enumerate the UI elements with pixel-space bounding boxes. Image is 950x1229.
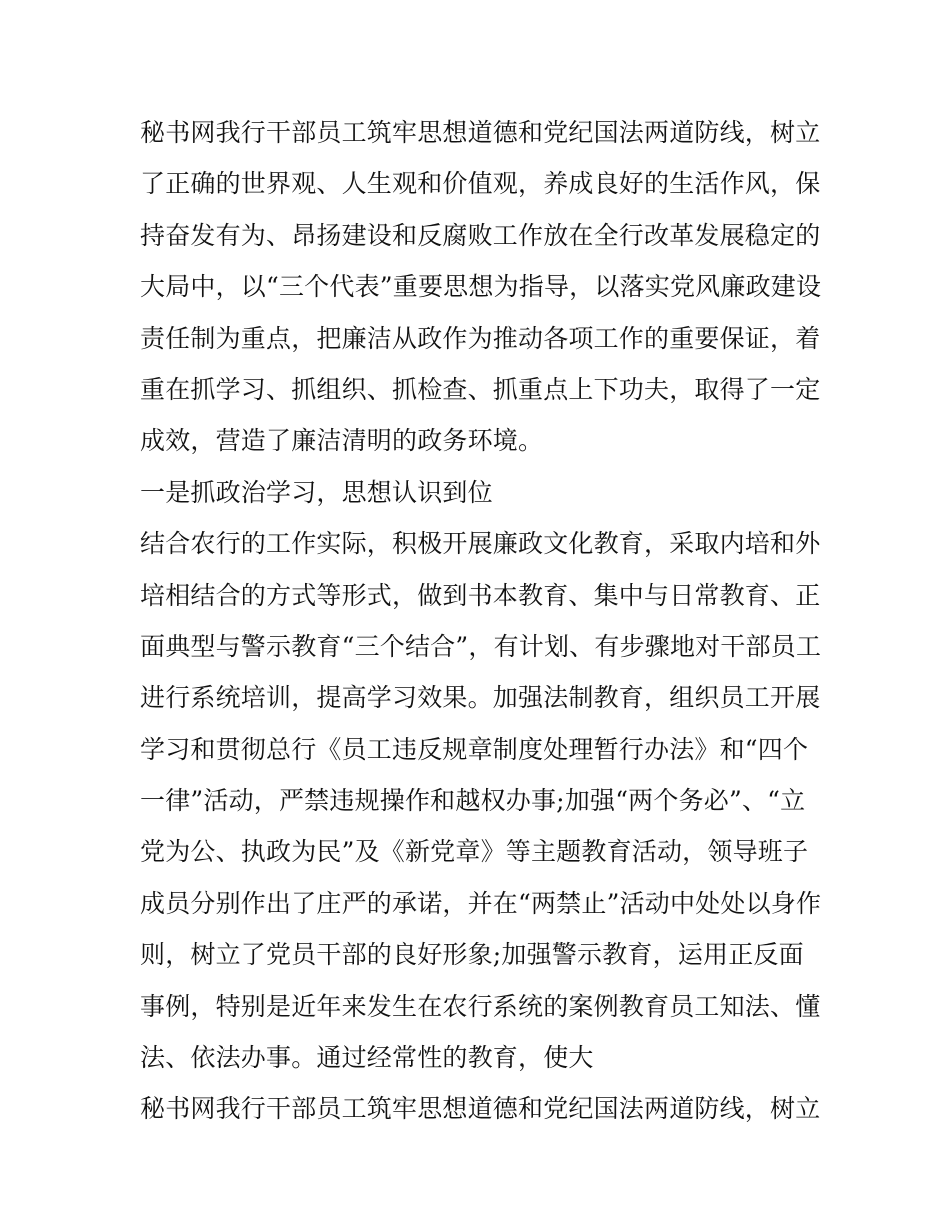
text-line: 一律”活动，严禁违规操作和越权办事;加强“两个务必”、“立 — [140, 786, 806, 816]
text-line: 学习和贯彻总行《员工违反规章制度处理暂行办法》和“四个 — [140, 734, 809, 764]
text-line: 成员分别作出了庄严的承诺，并在“两禁止”活动中处处以身作 — [140, 888, 822, 918]
text-line: 了正确的世界观、人生观和价值观，养成良好的生活作风，保 — [140, 169, 821, 199]
text-line: 秘书网我行干部员工筑牢思想道德和党纪国法两道防线，树立 — [140, 118, 821, 147]
text-line: 面典型与警示教育“三个结合”，有计划、有步骤地对干部员工 — [140, 631, 822, 661]
text-line: 责任制为重点，把廉洁从政作为推动各项工作的重要保证，着 — [140, 323, 821, 353]
text-line: 则，树立了党员干部的良好形象;加强警示教育，运用正反面 — [140, 940, 804, 970]
text-line: 大局中，以“三个代表”重要思想为指导，以落实党风廉政建设 — [140, 272, 822, 302]
text-line: 结合农行的工作实际，积极开展廉政文化教育，采取内培和外 — [140, 529, 821, 559]
text-line: 持奋发有为、昂扬建设和反腐败工作放在全行改革发展稳定的 — [140, 220, 821, 250]
text-line: 秘书网我行干部员工筑牢思想道德和党纪国法两道防线，树立 — [140, 1094, 821, 1124]
document-body — [140, 107, 820, 1135]
section-heading: 一是抓政治学习，思想认识到位 — [140, 477, 493, 507]
text-line: 培相结合的方式等形式，做到书本教育、集中与日常教育、正 — [140, 580, 821, 610]
text-line: 法、依法办事。通过经常性的教育，使大 — [140, 1043, 594, 1073]
text-line: 重在抓学习、抓组织、抓检查、抓重点上下功夫，取得了一定 — [140, 374, 821, 404]
text-line: 进行系统培训，提高学习效果。加强法制教育，组织员工开展 — [140, 683, 821, 713]
text-line: 成效，营造了廉洁清明的政务环境。 — [140, 426, 544, 456]
text-line: 事例，特别是近年来发生在农行系统的案例教育员工知法、懂 — [140, 991, 821, 1021]
text-line: 党为公、执政为民”及《新党章》等主题教育活动，领导班子 — [140, 837, 809, 867]
